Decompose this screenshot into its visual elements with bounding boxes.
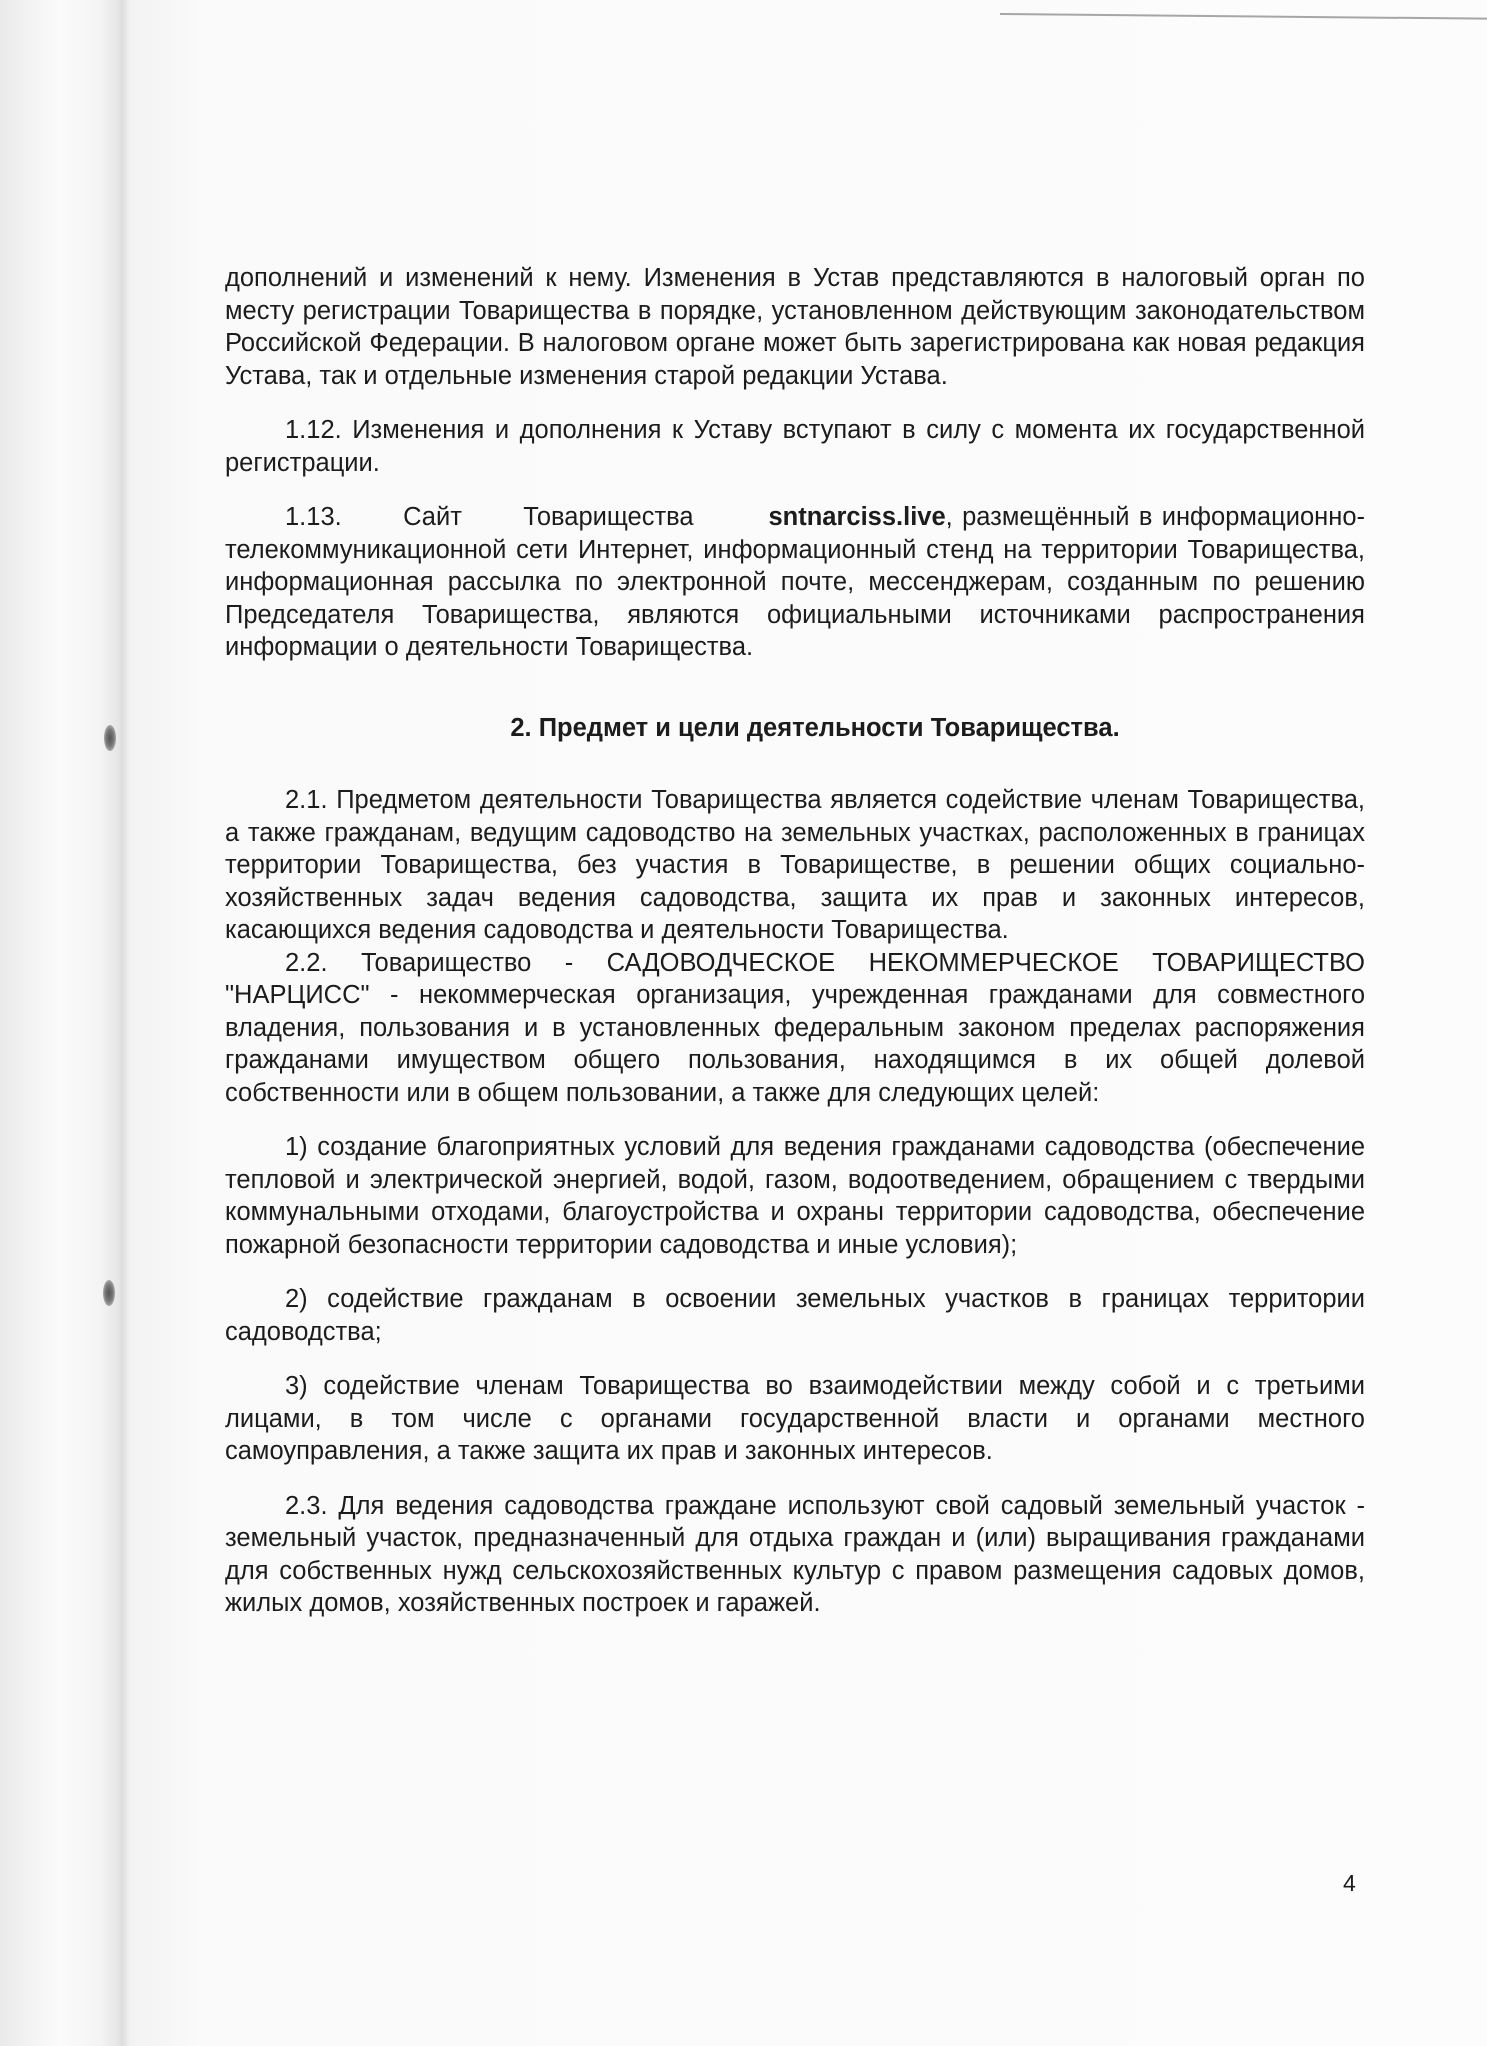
clause-1-13-text: , размещённый в информационно-телекоммуникационной сети Интернет, информационный стенд на территории Товарищества, информационная рассылка по электронной почте, мессенджерам, созданным по решению Председателя Товарищества, являются официальными источниками распространения информации о деятельности Товарищества. <box>225 503 1365 661</box>
punch-hole-mark <box>104 725 116 751</box>
clause-2-1: 2.1. Предметом деятельности Товарищества является содействие членам Товарищества, а также гражданам, ведущим садоводство на земельных участках, расположенных в границах территории Товарищества, без участия в Товариществе, в решении общих социально-хозяйственных задач ведения садоводства, защита их прав и законных интересов, касающихся ведения садоводства и деятельности Товарищества. <box>225 786 1365 944</box>
clause-1-12: 1.12. Изменения и дополнения к Уставу вступают в силу с момента их государственной регистрации. <box>225 416 1365 477</box>
clause-2-2: 2.2. Товарищество - САДОВОДЧЕСКОЕ НЕКОММЕРЧЕСКОЕ ТОВАРИЩЕСТВО "НАРЦИСС" - некоммерческая организация, учрежденная гражданами для совместного владения, пользования и в установленных федеральным законом пределах распоряжения гражданами имуществом общего пользования, находящимся в их общей долевой собственности или в общем пользовании, а также для следующих целей: <box>225 948 1365 1107</box>
punch-hole-mark <box>103 1280 115 1306</box>
clause-1-13 <box>225 501 1365 664</box>
document-body <box>225 262 1365 1620</box>
section-2-heading: 2. Предмет и цели деятельности Товарищества. <box>510 713 1120 742</box>
clause-2-3: 2.3. Для ведения садоводства граждане используют свой садовый земельный участок - земельный участок, предназначенный для отдыха граждан и (или) выращивания гражданами для собственных нужд сельскохозяйственных культур с правом размещения садовых домов, жилых домов, хозяйственных построек и гаражей. <box>225 1491 1365 1617</box>
page-number: 4 <box>1343 1870 1356 1896</box>
clause-1-13-prefix: 1.13. Сайт Товарищества <box>285 503 694 531</box>
paragraph-continuation: дополнений и изменений к нему. Изменения в Устав представляются в налоговый орган по месту регистрации Товарищества в порядке, установленном действующим законодательством Российской Федерации. В налоговом органе может быть зарегистрирована как новая редакция Устава, так и отдельные изменения старой редакции Устава. <box>225 264 1365 390</box>
list-item-2: 2) содействие гражданам в освоении земельных участков в границах территории садоводства; <box>225 1285 1365 1346</box>
website-link[interactable]: sntnarciss.live <box>768 503 946 531</box>
list-item-1: 1) создание благоприятных условий для ведения гражданами садоводства (обеспечение тепловой и электрической энергией, водой, газом, водоотведением, обращением с твердыми коммунальными отходами, благоустройства и охраны территории садоводства, обеспечение пожарной безопасности территории садоводства и иные условия); <box>225 1133 1365 1259</box>
list-item-3: 3) содействие членам Товарищества во взаимодействии между собой и с третьими лицами, в том числе с органами государственной власти и органами местного самоуправления, а также защита их прав и законных интересов. <box>225 1372 1365 1465</box>
